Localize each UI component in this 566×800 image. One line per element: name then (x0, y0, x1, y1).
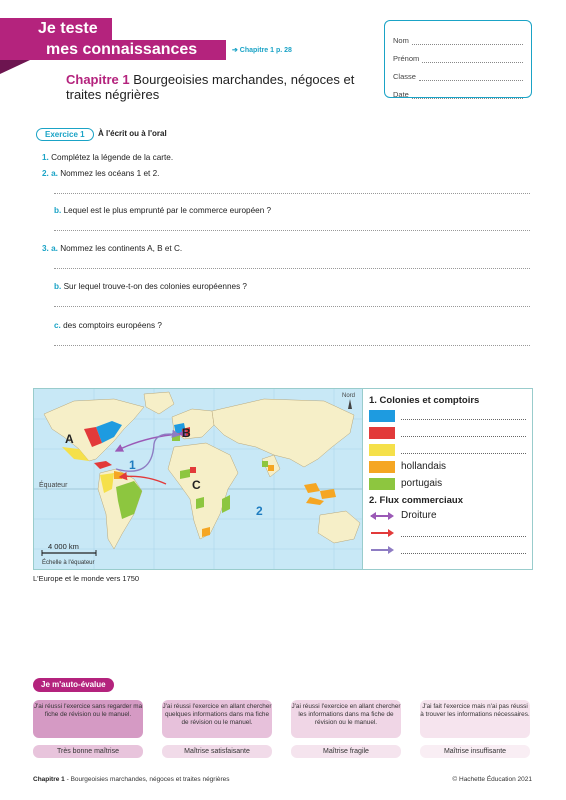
australia (318, 511, 360, 543)
banner-line1: Je teste (38, 20, 98, 37)
answer-line[interactable] (54, 345, 530, 346)
map-legend (363, 388, 533, 570)
answer-line[interactable] (54, 306, 530, 307)
footer-chapter: Chapitre 1 - Bourgeoisies marchandes, négoces et traites négrières (33, 776, 230, 783)
self-eval-level: Très bonne maîtrise (33, 745, 143, 758)
africa-green-sw (196, 497, 204, 509)
self-eval-level: Maîtrise satisfaisante (162, 745, 272, 758)
self-eval-card[interactable]: J'ai fait l'exercice mais n'ai pas réussi à trouver les informations nécessaires. (420, 700, 530, 738)
exercise-subtitle: À l'écrit ou à l'oral (98, 129, 167, 138)
question-3b: b. Sur lequel trouve-t-on des colonies européennes ? (54, 282, 247, 291)
africa-red-w (190, 467, 196, 473)
legend-answer-line[interactable] (401, 412, 526, 420)
legend-colony-item (369, 459, 526, 474)
chapter-number: Chapitre 1 (66, 72, 130, 87)
legend-answer-line[interactable] (401, 529, 526, 537)
legend-flow-item (369, 525, 526, 540)
map-label-c: C (192, 478, 201, 492)
indonesia-3 (306, 497, 324, 505)
student-info-box (384, 20, 532, 98)
class-field[interactable]: Classe (393, 63, 523, 81)
map-caption: L'Europe et le monde vers 1750 (33, 574, 140, 583)
map-ocean-1: 1 (129, 458, 136, 472)
map-label-a: A (65, 432, 74, 446)
question-2a: 2. a. Nommez les océans 1 et 2. (42, 169, 160, 178)
question-2b: b. Lequel est le plus emprunté par le commerce européen ? (54, 206, 272, 215)
legend-title-1: 1. Colonies et comptoirs (369, 395, 480, 406)
legend-arrow-icon (369, 510, 395, 522)
date-field[interactable]: Date (393, 81, 523, 99)
legend-swatch (369, 427, 395, 439)
scale-label: 4 000 km (48, 542, 79, 551)
map-ocean-2: 2 (256, 504, 263, 518)
answer-line[interactable] (54, 193, 530, 194)
page-title (66, 72, 366, 102)
chapter-title-text: Bourgeoisies marchandes, négoces et traites négrières (66, 72, 355, 102)
answer-line[interactable] (54, 268, 530, 269)
self-eval-card[interactable]: J'ai réussi l'exercice en allant chercher les informations dans ma fiche de révision ou le manuel. (291, 700, 401, 738)
greenland (144, 392, 174, 414)
map-label-b: B (182, 426, 191, 440)
africa (168, 443, 238, 539)
legend-colony-label: portugais (401, 478, 443, 489)
self-eval-card[interactable]: J'ai réussi l'exercice sans regarder ma fiche de révision ou le manuel. (33, 700, 143, 738)
legend-flow-label: Droiture (401, 510, 437, 521)
colony-caribbean (94, 461, 112, 469)
legend-swatch (369, 461, 395, 473)
question-3c: c. des comptoirs européens ? (54, 321, 162, 330)
legend-colony-label: hollandais (401, 461, 447, 472)
banner-fold (0, 60, 30, 74)
map-north-label: Nord (342, 393, 356, 399)
answer-line[interactable] (54, 230, 530, 231)
legend-arrow-icon (369, 527, 395, 539)
footer-copyright: © Hachette Éducation 2021 (452, 776, 532, 783)
firstname-field[interactable]: Prénom (393, 45, 523, 63)
legend-swatch (369, 478, 395, 490)
legend-colony-item (369, 425, 526, 440)
asia (212, 399, 354, 467)
world-map-svg (34, 389, 363, 570)
name-field[interactable]: Nom (393, 27, 523, 45)
header-banner (0, 18, 226, 74)
map-equator-label: Équateur (39, 482, 68, 489)
legend-answer-line[interactable] (401, 546, 526, 554)
legend-colony-item (369, 442, 526, 457)
india-green (262, 461, 268, 467)
india-orange (268, 465, 274, 471)
legend-flow-item (369, 542, 526, 557)
self-eval-level: Maîtrise fragile (291, 745, 401, 758)
exercise-tag: Exercice 1 (36, 128, 94, 141)
legend-colony-item (369, 408, 526, 423)
legend-colony-item (369, 476, 526, 491)
banner-line2: mes connaissances (46, 41, 198, 58)
legend-swatch (369, 410, 395, 422)
scale-note: Échelle à l'équateur (42, 560, 95, 566)
indonesia-2 (320, 489, 336, 499)
world-map (33, 388, 363, 570)
question-1: 1. Complétez la légende de la carte. (42, 153, 174, 162)
north-arrow-icon (348, 399, 352, 409)
self-eval-card[interactable]: J'ai réussi l'exercice en allant chercher quelques informations dans ma fiche de révision ou le manuel. (162, 700, 272, 738)
legend-swatch (369, 444, 395, 456)
legend-flow-item (369, 508, 526, 523)
legend-title-2: 2. Flux commerciaux (369, 495, 463, 506)
flow-droiture (116, 434, 179, 451)
indonesia-1 (304, 483, 320, 493)
legend-answer-line[interactable] (401, 429, 526, 437)
chapter-link[interactable]: ➔ Chapitre 1 p. 28 (232, 47, 292, 54)
legend-arrow-icon (369, 544, 395, 556)
self-eval-tag: Je m'auto-évalue (33, 678, 114, 692)
self-eval-level: Maîtrise insuffisante (420, 745, 530, 758)
question-3a: 3. a. Nommez les continents A, B et C. (42, 244, 183, 253)
legend-answer-line[interactable] (401, 446, 526, 454)
